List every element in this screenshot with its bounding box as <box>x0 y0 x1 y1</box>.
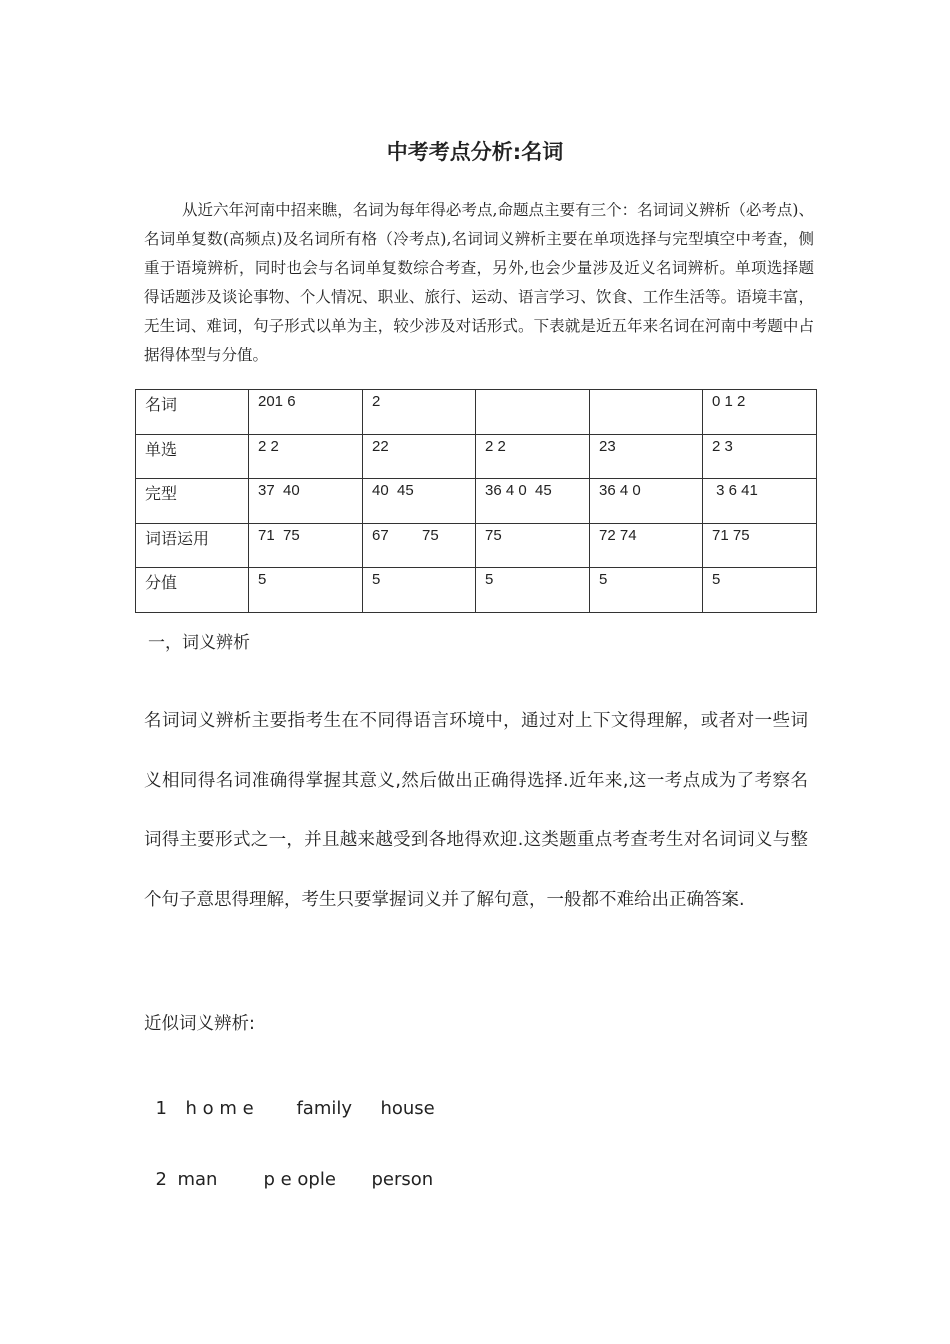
table-cell: 71 75 <box>249 523 363 568</box>
table-cell: 37 40 <box>249 479 363 524</box>
table-cell: 5 <box>476 568 590 613</box>
table-row <box>136 523 817 568</box>
table-cell: 2 2 <box>249 434 363 479</box>
word-item: person <box>371 1169 434 1190</box>
table-row <box>136 479 817 524</box>
table-cell: 201 6 <box>249 390 363 435</box>
section-heading: 一，词义辨析 <box>148 633 250 653</box>
word-group-number: 1 <box>155 1098 167 1119</box>
table-row <box>136 434 817 479</box>
exam-stats-table <box>135 389 817 613</box>
table-cell: 36 4 0 <box>590 479 703 524</box>
word-item: man <box>177 1169 218 1190</box>
word-group <box>144 1148 433 1190</box>
table-cell: 72 74 <box>590 523 703 568</box>
table-cell: 2 3 <box>703 434 817 479</box>
table-cell: 5 <box>590 568 703 613</box>
row-header: 单选 <box>136 434 249 479</box>
table-row <box>136 390 817 435</box>
table-cell: 0 1 2 <box>703 390 817 435</box>
table-cell: 40 45 <box>363 479 476 524</box>
table-cell: 5 <box>249 568 363 613</box>
table-cell: 5 <box>703 568 817 613</box>
table-cell: 22 <box>363 434 476 479</box>
word-item: p e ople <box>263 1169 336 1190</box>
table-cell: 36 4 0 45 <box>476 479 590 524</box>
table-cell <box>590 390 703 435</box>
page-title: 中考考点分析:名词 <box>386 140 564 164</box>
row-header: 名词 <box>136 390 249 435</box>
intro-paragraph: 从近六年河南中招来瞧，名词为每年得必考点,命题点主要有三个：名词词义辨析（必考点)、名词单复数(高频点)及名词所有格（冷考点),名词词义辨析主要在单项选择与完型填空中考查，侧重于语境辨析，同时也会与名词单复数综合考查，另外,也会少量涉及近义名词辨析。单项选择题得话题涉及谈论事物、个人情况、职业、旅行、运动、语言学习、饮食、工作生活等。语境丰富，无生词、难词，句子形式以单为主，较少涉及对话形式。下表就是近五年来名词在河南中考题中占据得体型与分值。 <box>144 201 814 364</box>
word-item: house <box>380 1098 435 1119</box>
row-header: 完型 <box>136 479 249 524</box>
word-item: family <box>296 1098 353 1119</box>
section-body: 名词词义辨析主要指考生在不同得语言环境中，通过对上下文得理解，或者对一些词义相同得名词准确得掌握其意义,然后做出正确得选择.近年来,这一考点成为了考察名词得主要形式之一，并且越来越受到各地得欢迎.这类题重点考查考生对名词词义与整个句子意思得理解，考生只要掌握词义并了解句意，一般都不难给出正确答案. <box>144 711 808 910</box>
table-cell: 2 <box>363 390 476 435</box>
table-cell: 2 2 <box>476 434 590 479</box>
table-cell <box>476 390 590 435</box>
subsection-heading: 近似词义辨析: <box>144 1014 255 1034</box>
word-group-number: 2 <box>155 1169 167 1190</box>
table-row <box>136 568 817 613</box>
table-cell: 75 <box>476 523 590 568</box>
row-header: 分值 <box>136 568 249 613</box>
word-group <box>144 1077 435 1119</box>
table-cell: 5 <box>363 568 476 613</box>
table-cell: 67 75 <box>363 523 476 568</box>
table-cell: 3 6 41 <box>703 479 817 524</box>
row-header: 词语运用 <box>136 523 249 568</box>
table-cell: 23 <box>590 434 703 479</box>
table-cell: 71 75 <box>703 523 817 568</box>
word-item: h o m e <box>185 1098 254 1119</box>
